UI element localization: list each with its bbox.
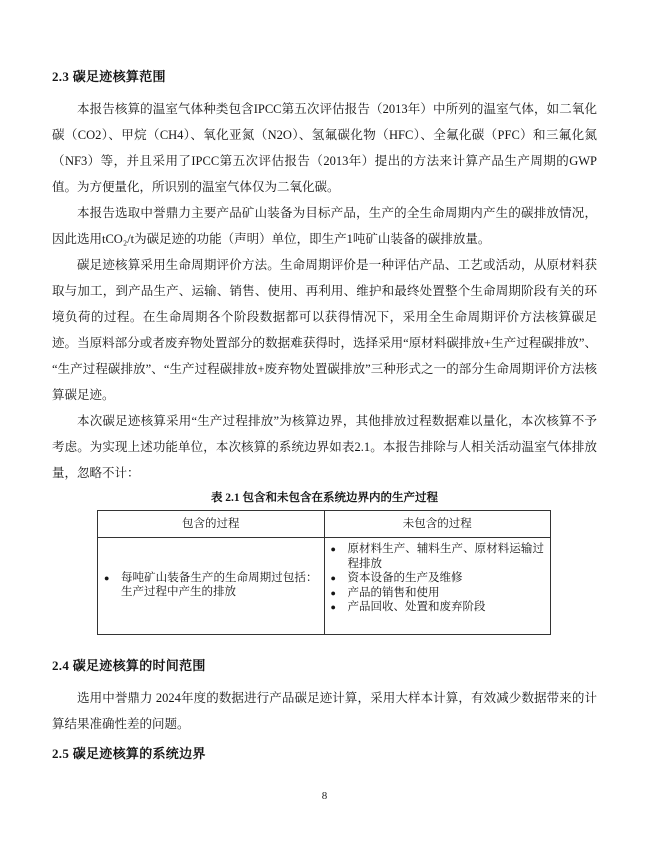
excluded-processes-cell xyxy=(324,538,551,635)
excluded-item-text: 产品的销售和使用 xyxy=(347,586,440,599)
list-item xyxy=(331,542,545,571)
list-item xyxy=(331,586,545,601)
table-header-row xyxy=(98,511,551,538)
paragraph: 碳足迹核算采用生命周期评价方法。生命周期评价是一种评估产品、工艺或活动，从原材料获取与加工，到产品生产、运输、销售、使用、再利用、维护和最终处置整个生命周期阶段有关的环境负荷的过程。在生命周期各个阶段数据都可以获得情况下，采用全生命周期评价方法核算碳足迹。当原料部分或者废弃物处置部分的数据难获得时，选择采用“原材料碳排放+生产过程碳排放”、“生产过程碳排放”、“生产过程碳排放+废弃物处置碳排放”三种形式之一的部分生命周期评价方法核算碳足迹。 xyxy=(52,258,597,402)
section-heading-2-4: 2.4 碳足迹核算的时间范围 xyxy=(52,658,206,673)
paragraph: 选用中誉鼎力 2024年度的数据进行产品碳足迹计算，采用大样本计算，有效减少数据带来的计算结果准确性差的问题。 xyxy=(52,691,597,731)
section-heading-2-3: 2.3 碳足迹核算范围 xyxy=(52,69,166,84)
list-item xyxy=(331,571,545,586)
bullet-icon: ● xyxy=(330,544,336,554)
bullet-icon: ● xyxy=(330,602,336,612)
included-processes-cell xyxy=(98,538,325,635)
page-number: 8 xyxy=(321,790,328,802)
system-boundary-table xyxy=(97,510,551,635)
table-header-included: 包含的过程 xyxy=(98,511,325,538)
paragraph: 本次碳足迹核算采用“生产过程排放”为核算边界，其他排放过程数据难以量化，本次核算不予考虑。为实现上述功能单位，本次核算的系统边界如表2.1。本报告排除与人相关活动温室气体排放量，忽略不计： xyxy=(52,414,597,480)
excluded-item-text: 原材料生产、辅料生产、原材料运输过程排放 xyxy=(347,543,544,570)
list-item xyxy=(331,600,545,615)
bullet-icon: ● xyxy=(330,573,336,583)
included-item-text: 每吨矿山装备生产的生命周期过包括：生产过程中产生的排放 xyxy=(121,571,318,598)
excluded-item-text: 产品回收、处置和废弃阶段 xyxy=(347,601,486,613)
bullet-icon: ● xyxy=(104,572,110,583)
bullet-icon: ● xyxy=(330,587,336,598)
paragraph: 本报告选取中誉鼎力主要产品矿山装备为目标产品，生产的全生命周期内产生的碳排放情况，因此选用tCO₂/t为碳足迹的功能（声明）单位，即生产1吨矿山装备的碳排放量。 xyxy=(52,206,597,246)
section-heading-2-5: 2.5 碳足迹核算的系统边界 xyxy=(52,746,206,761)
page-content xyxy=(52,68,597,762)
table-header-excluded: 未包含的过程 xyxy=(324,511,551,538)
list-item xyxy=(104,571,318,600)
excluded-item-text: 资本设备的生产及维修 xyxy=(347,572,463,584)
paragraph: 本报告核算的温室气体种类包含IPCC第五次评估报告（2013年）中所列的温室气体，如二氧化碳（CO2）、甲烷（CH4）、氧化亚氮（N2O）、氢氟碳化物（HFC）、全氟化碳（PFC）和三氟化氮（NF3）等，并且采用了IPCC第五次评估报告（2013年）提出的方法来计算产品生产周期的GWP值。为方便量化，所识别的温室气体仅为二氧化碳。 xyxy=(52,102,597,194)
table-body-row xyxy=(98,538,551,635)
table-caption: 表 2.1 包含和未包含在系统边界内的生产过程 xyxy=(210,492,439,504)
